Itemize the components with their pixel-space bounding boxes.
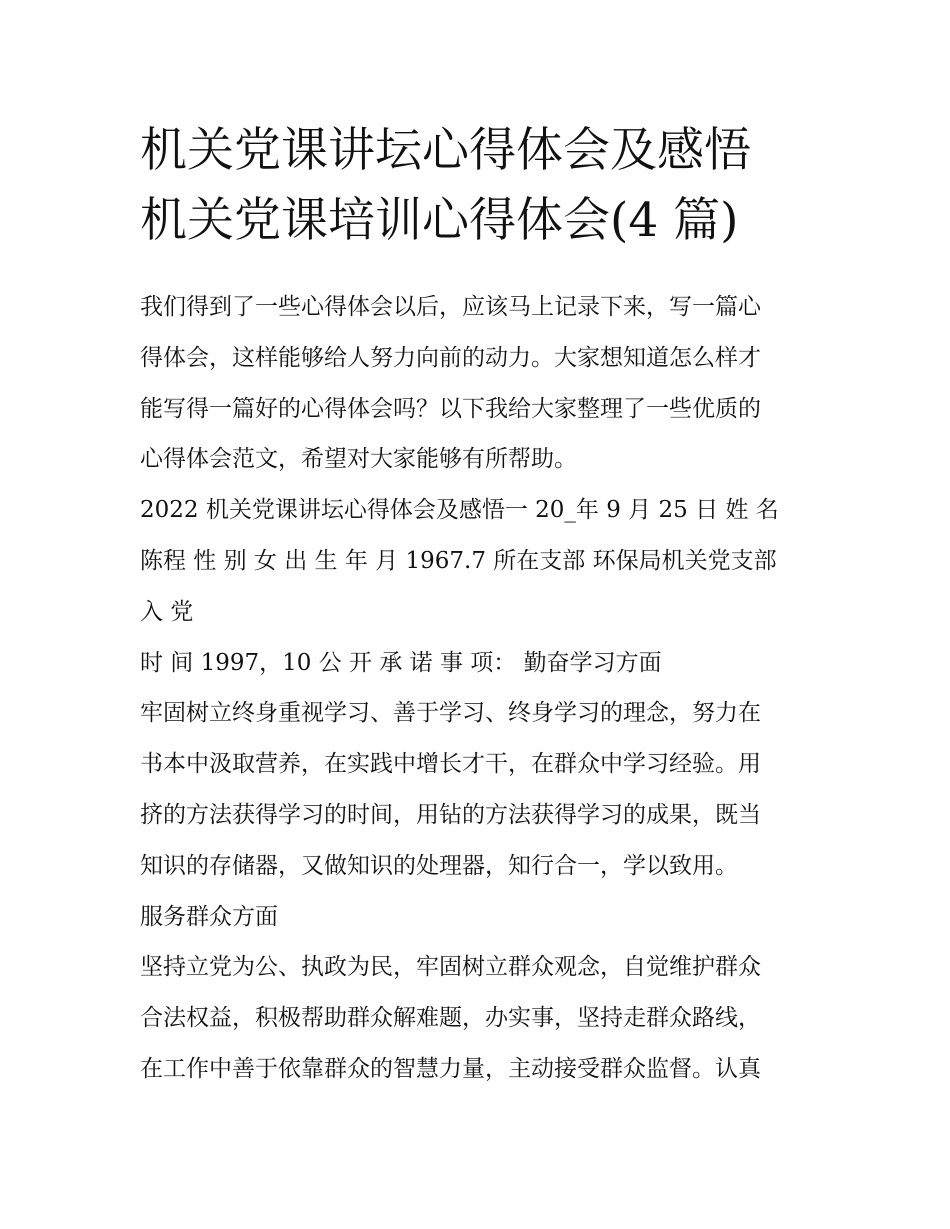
body-line: 知识的存储器，又做知识的处理器，知行合一，学以致用。 xyxy=(140,852,738,879)
body-line: 合法权益，积极帮助群众解难题，办实事，坚持走群众路线， xyxy=(140,1005,761,1032)
document-title-line-1: 机关党课讲坛心得体会及感悟 xyxy=(140,123,751,178)
body-line: 时 间 1997，10 公 开 承 诺 事 项： 勤奋学习方面 xyxy=(140,649,662,676)
body-line: 服务群众方面 xyxy=(140,903,278,930)
document-title-line-2: 机关党课培训心得体会(4 篇) xyxy=(140,193,739,248)
body-line: 坚持立党为公、执政为民，牢固树立群众观念，自觉维护群众 xyxy=(140,954,761,981)
body-line: 入 党 xyxy=(140,598,194,625)
document-content xyxy=(140,116,820,1095)
body-line: 能写得一篇好的心得体会吗？以下我给大家整理了一些优质的 xyxy=(140,395,761,422)
body-line: 心得体会范文，希望对大家能够有所帮助。 xyxy=(140,446,577,473)
document-body xyxy=(140,282,820,1095)
body-line: 得体会，这样能够给人努力向前的动力。大家想知道怎么样才 xyxy=(140,344,761,371)
body-line: 挤的方法获得学习的时间，用钻的方法获得学习的成果，既当 xyxy=(140,801,761,828)
body-line: 牢固树立终身重视学习、善于学习、终身学习的理念，努力在 xyxy=(140,700,761,727)
body-line: 我们得到了一些心得体会以后，应该马上记录下来，写一篇心 xyxy=(140,294,761,320)
body-line: 2022 机关党课讲坛心得体会及感悟一 20_年 9 月 25 日 姓 名 xyxy=(140,497,779,524)
body-line: 书本中汲取营养，在实践中增长才干，在群众中学习经验。用 xyxy=(140,751,761,778)
body-line: 陈程 性 别 女 出 生 年 月 1967.7 所在支部 环保局机关党支部 xyxy=(140,547,777,574)
body-line: 在工作中善于依靠群众的智慧力量，主动接受群众监督。认真 xyxy=(140,1055,761,1082)
